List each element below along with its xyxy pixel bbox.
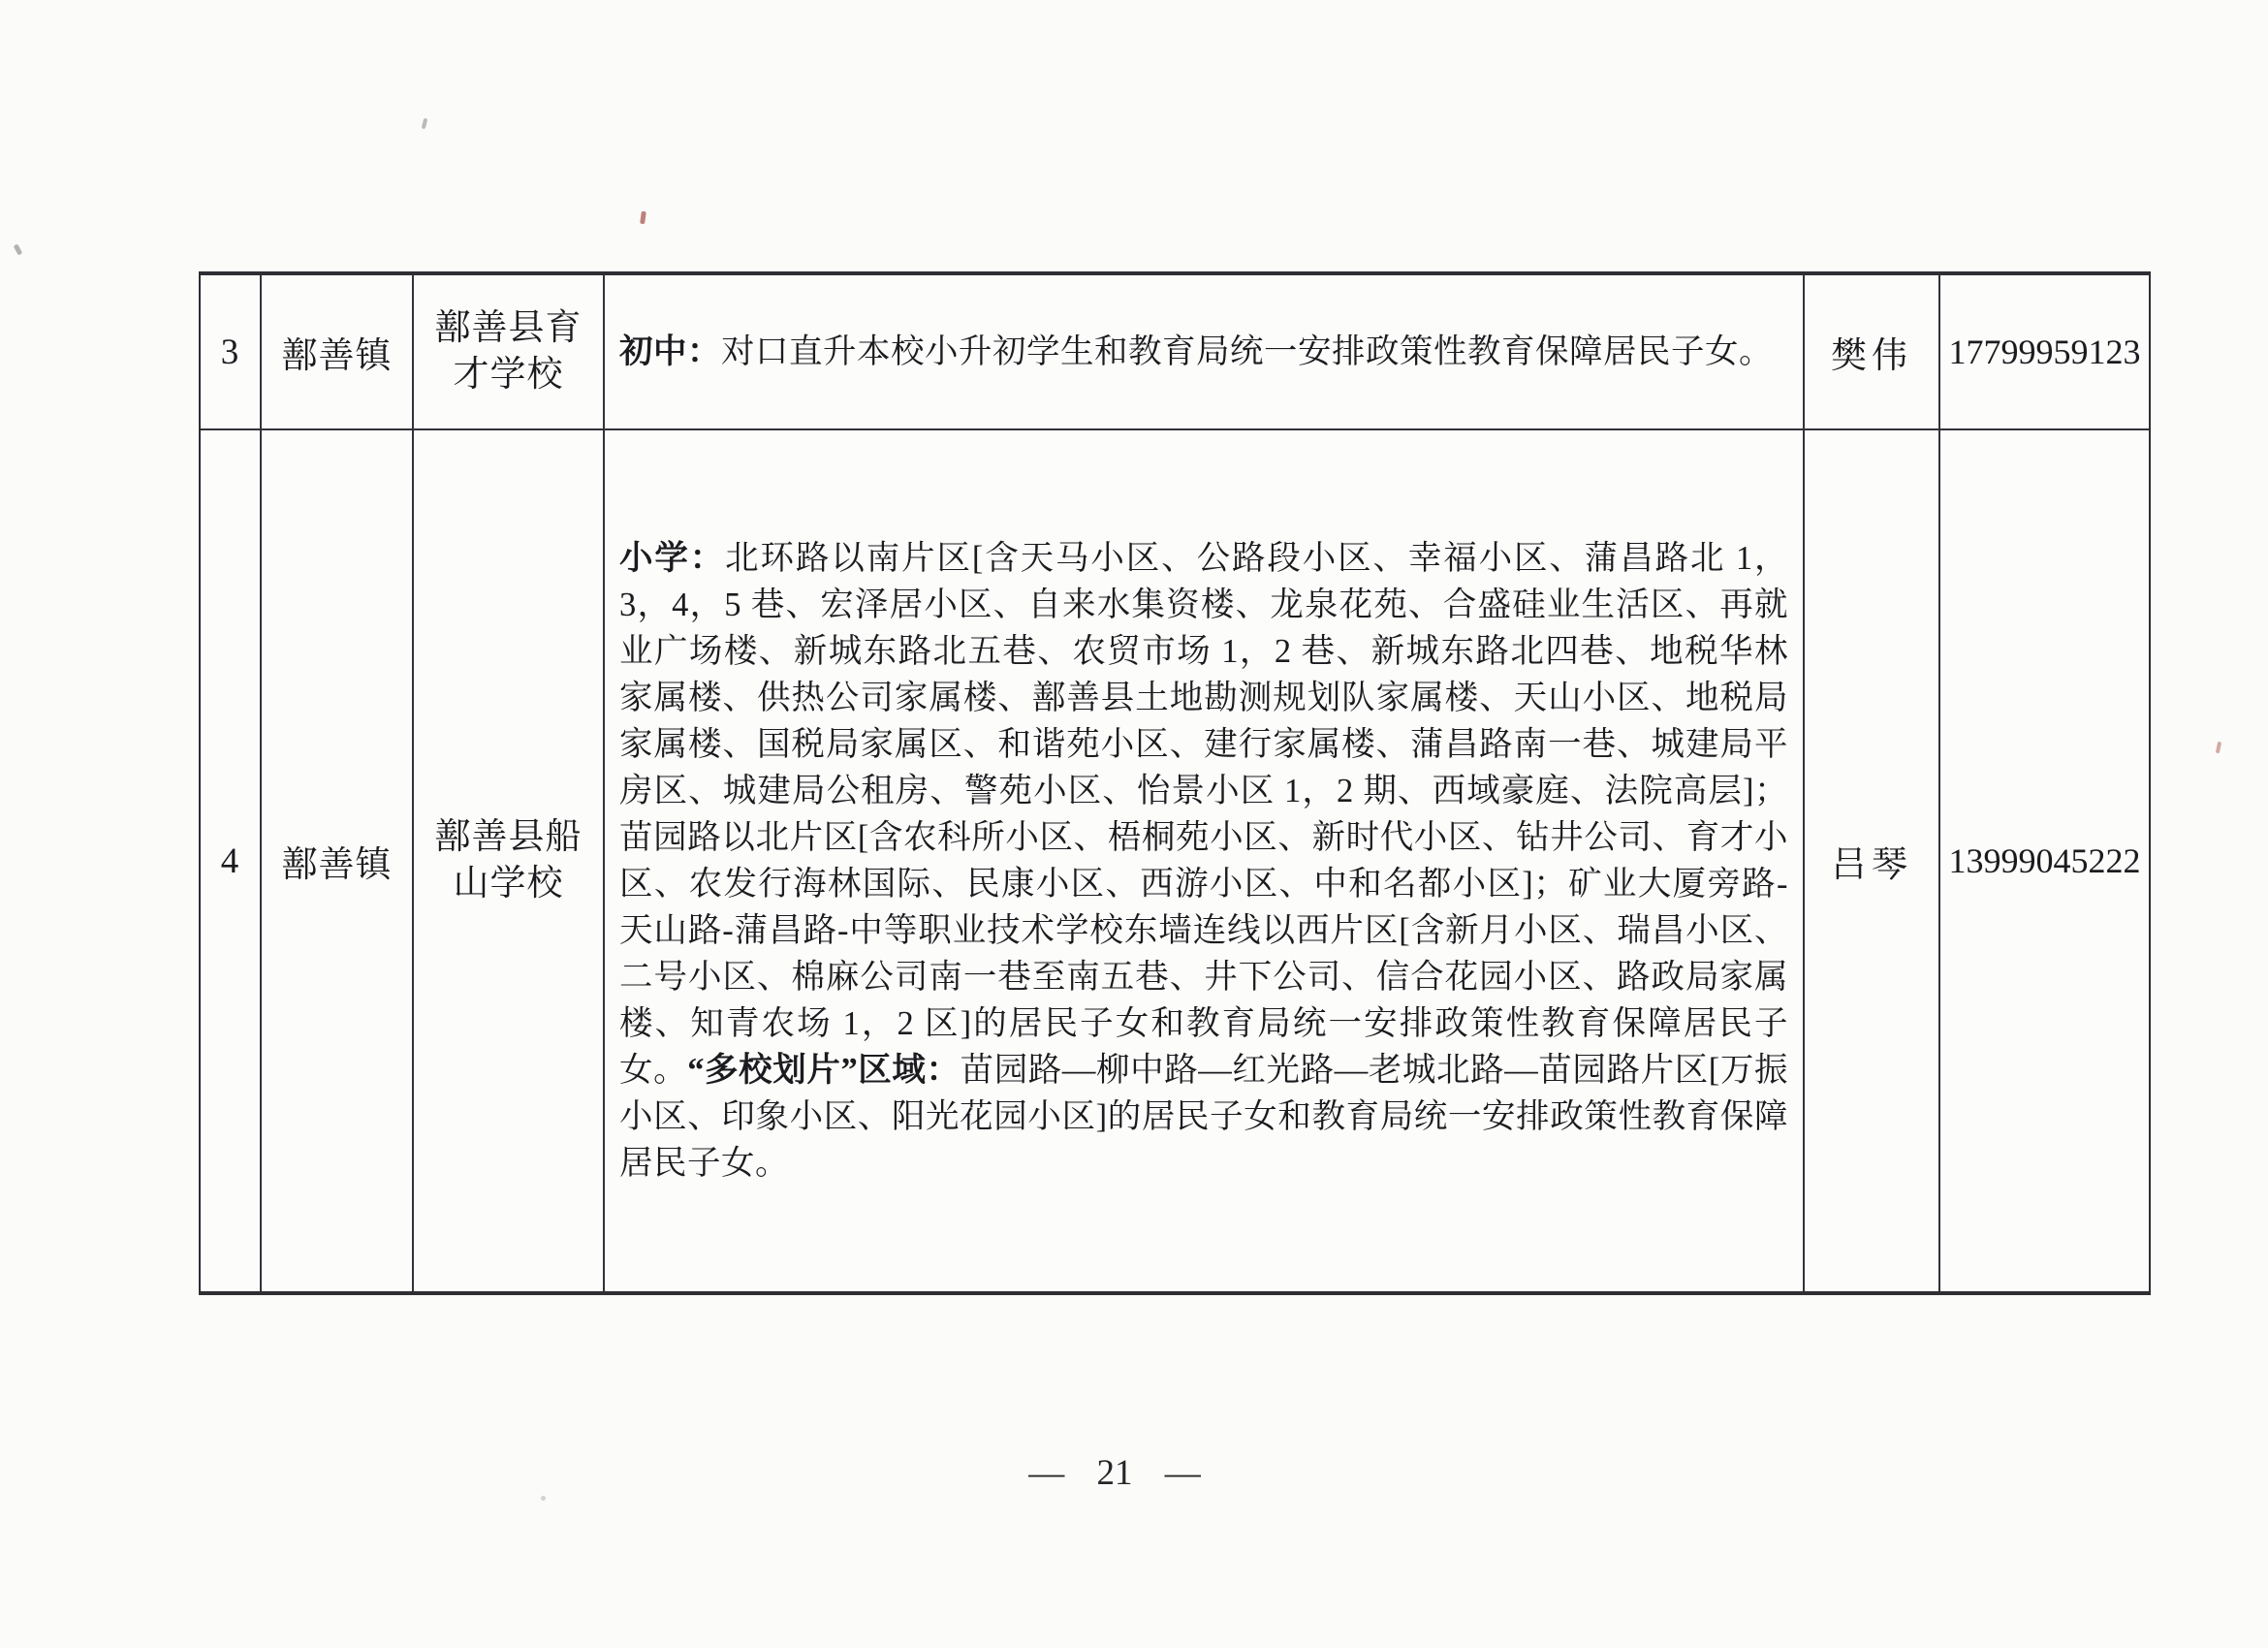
row4-description-cell — [605, 430, 1805, 1291]
row3-description-cell — [605, 275, 1805, 430]
row4-desc-bold-multischool-label: “多校划片”区域： — [687, 1052, 961, 1089]
scan-artifact-red-speck — [640, 211, 646, 225]
row3-number-cell: 3 — [201, 275, 262, 430]
scan-artifact-gray-dot — [541, 1496, 546, 1501]
scan-artifact-red-tick — [2216, 742, 2221, 754]
row4-desc-bold-label: 小学： — [619, 540, 726, 577]
row3-contact-cell: 樊伟 — [1805, 275, 1940, 430]
row4-town-cell: 鄯善镇 — [262, 430, 414, 1291]
scan-artifact-apostrophe — [422, 118, 428, 130]
row4-contact-cell: 吕琴 — [1805, 430, 1940, 1291]
row4-number-cell: 4 — [201, 430, 262, 1291]
page-number: — 21 — — [1028, 1453, 1201, 1493]
row3-phone-cell: 17799959123 — [1940, 275, 2149, 430]
row3-town-cell: 鄯善镇 — [262, 275, 414, 430]
scan-artifact-backtick — [14, 243, 23, 255]
row3-school-cell: 鄯善县育才学校 — [414, 275, 605, 430]
row4-phone-cell: 13999045222 — [1948, 841, 2141, 880]
row3-description-text — [619, 329, 1788, 375]
row4-desc-body-2: 苗园路—柳中路—红光路—老城北路—苗园路片区[万振小区、印象小区、阳光花园小区]的居民子女和教育局统一安排政策性教育保障居民子女。 — [619, 1052, 1788, 1182]
row3-desc-body: 对口直升本校小升初学生和教育局统一安排政策性教育保障居民子女。 — [721, 333, 1773, 370]
row4-school-cell: 鄯善县船山学校 — [414, 430, 605, 1291]
school-district-table — [199, 271, 2151, 1295]
row4-desc-body-1: 北环路以南片区[含天马小区、公路段小区、幸福小区、蒲昌路北 1，3，4，5 巷、宏泽居小区、自来水集资楼、龙泉花苑、合盛硅业生活区、再就业广场楼、新城东路北五巷、农贸市场 1，2 巷、新城东路北四巷、地税华林家属楼、供热公司家属楼、鄯善县土地勘测规划队家属楼、天山小区、地税局家属楼、国税局家属区、和谐苑小区、建行家属楼、蒲昌路南一巷、城建局平房区、城建局公租房、警苑小区、怡景小区 1，2 期、西域豪庭、法院高层]；苗园路以北片区[含农科所小区、梧桐苑小区、新时代小区、钻井公司、育才小区、农发行海林国际、民康小区、西游小区、中和名都小区]；矿业大厦旁路-天山路-蒲昌路-中等职业技术学校东墙连线以西片区[含新月小区、瑞昌小区、二号小区、棉麻公司南一巷至南五巷、井下公司、信合花园小区、路政局家属楼、知青农场 1，2 区]的居民子女和教育局统一安排政策性教育保障居民子女。 — [619, 540, 1788, 1089]
row4-description-text — [619, 535, 1788, 1187]
row3-desc-bold-label: 初中： — [619, 333, 721, 370]
